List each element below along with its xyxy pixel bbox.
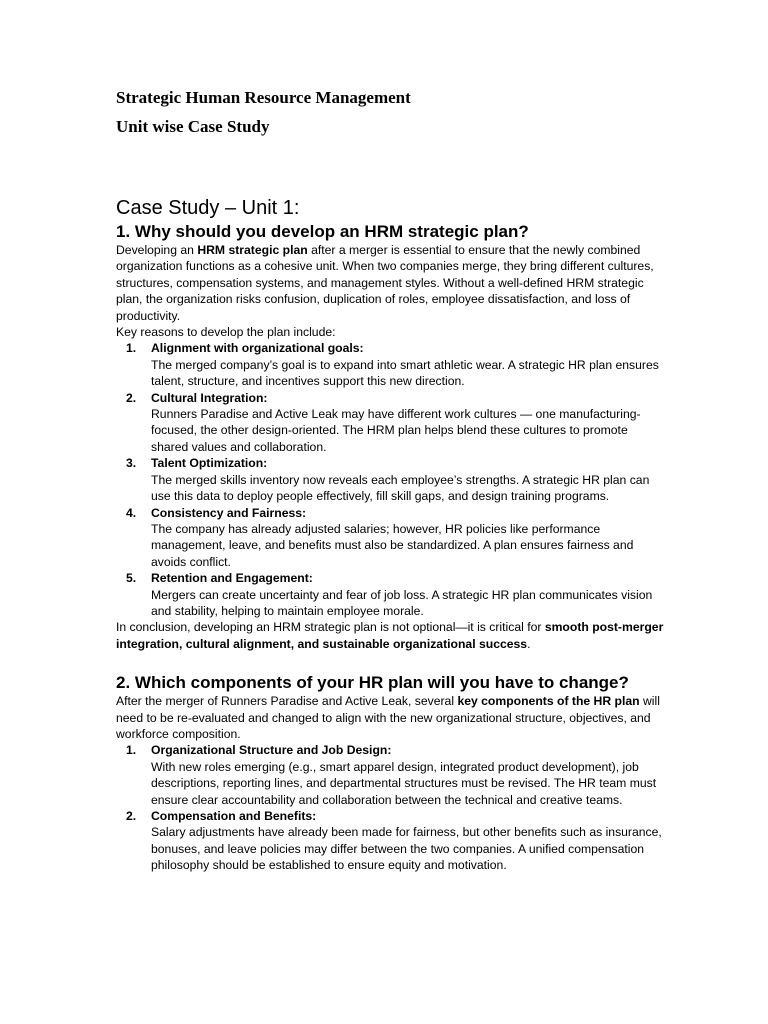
conclusion-text: In conclusion, developing an HRM strategic plan is not optional—it is critical for bbox=[116, 620, 545, 635]
document-subtitle: Unit wise Case Study bbox=[116, 117, 270, 136]
list-item bbox=[116, 390, 664, 456]
list-item-title: Talent Optimization: bbox=[151, 456, 268, 471]
list-item-number: 3. bbox=[126, 456, 137, 471]
question-1-intro-paragraph bbox=[116, 242, 664, 324]
list-item-number: 2. bbox=[126, 390, 137, 405]
list-item-body: Salary adjustments have already been made for fairness, but other benefits such as insurance, bonuses, and leave policies may differ between the two companies. A unified compensation philosophy should be established to ensure equity and motivation. bbox=[151, 825, 662, 873]
list-item bbox=[116, 505, 664, 571]
conclusion-bold-text: smooth post-merger integration, cultural alignment, and sustainable organizational success bbox=[116, 620, 664, 651]
list-item-title: Cultural Integration: bbox=[151, 390, 268, 405]
list-item-body: Mergers can create uncertainty and fear of job loss. A strategic HR plan communicates vision and stability, helping to maintain employee morale. bbox=[151, 587, 653, 618]
list-item-title: Compensation and Benefits: bbox=[151, 809, 317, 823]
list-item bbox=[116, 570, 664, 619]
list-item-title: Organizational Structure and Job Design: bbox=[151, 743, 392, 758]
question-2-intro-paragraph bbox=[116, 693, 664, 742]
list-item-number: 4. bbox=[126, 505, 137, 520]
list-item-title: Retention and Engagement: bbox=[151, 571, 313, 586]
intro-text: After the merger of Runners Paradise and Active Leak, several bbox=[116, 694, 458, 709]
list-item bbox=[116, 808, 664, 874]
intro-bold-text: key components of the HR plan bbox=[457, 694, 640, 709]
question-1-section bbox=[116, 221, 664, 652]
question-1-heading: 1. Why should you develop an HRM strategic plan? bbox=[116, 222, 529, 241]
intro-text: Developing an bbox=[116, 243, 198, 257]
list-item-number: 1. bbox=[126, 743, 137, 758]
intro-bold-text: HRM strategic plan bbox=[197, 243, 308, 257]
hr-plan-components-list bbox=[116, 742, 664, 873]
document-body bbox=[116, 195, 664, 874]
list-item-body: The merged skills inventory now reveals each employee’s strengths. A strategic HR plan can use this data to deploy people effectively, fill skill gaps, and design training programs. bbox=[151, 472, 650, 504]
list-item-number: 2. bbox=[126, 809, 137, 823]
intro-text: after a merger is essential to ensure that the newly combined organization functions as a cohesive unit. When two companies merge, they bring different cultures, structures, compensation systems, and management styles. Without a well-defined HRM strategic plan, the organization risks confusion, duplication of roles, employee dissatisfaction, and loss of productivity. bbox=[116, 243, 654, 323]
list-item bbox=[116, 742, 664, 808]
document-title: Strategic Human Resource Management bbox=[116, 88, 411, 107]
list-item-body: With new roles emerging (e.g., smart apparel design, integrated product development), job descriptions, reporting lines, and departmental structures must be revised. The HR team must ensure clear accountability and collaboration between the technical and creative teams. bbox=[151, 759, 657, 807]
question-2-section bbox=[116, 672, 664, 873]
list-item-title: Consistency and Fairness: bbox=[151, 505, 307, 520]
intro-text: will need to be re-evaluated and changed to align with the new organizational structure, objectives, and workforce composition. bbox=[116, 694, 660, 741]
list-item bbox=[116, 340, 664, 389]
list-item-number: 5. bbox=[126, 571, 137, 586]
list-item-body: Runners Paradise and Active Leak may have different work cultures — one manufacturing-focused, the other design-oriented. The HRM plan helps blend these cultures to promote shared values and collaboration. bbox=[151, 407, 641, 454]
list-item-body: The company has already adjusted salaries; however, HR policies like performance management, leave, and benefits must also be standardized. A plan ensures fairness and avoids conflict. bbox=[151, 521, 634, 569]
key-reasons-lead: Key reasons to develop the plan include: bbox=[116, 325, 336, 340]
key-reasons-list bbox=[116, 340, 664, 619]
list-item-body: The merged company’s goal is to expand into smart athletic wear. A strategic HR plan ensures talent, structure, and incentives support this new direction. bbox=[151, 357, 659, 389]
question-1-conclusion bbox=[116, 619, 664, 652]
unit-heading: Case Study – Unit 1: bbox=[116, 197, 300, 219]
list-item-number: 1. bbox=[126, 341, 137, 356]
list-item-title: Alignment with organizational goals: bbox=[151, 341, 364, 356]
question-2-heading: 2. Which components of your HR plan will you have to change? bbox=[116, 673, 629, 693]
conclusion-text: . bbox=[527, 636, 531, 651]
list-item bbox=[116, 455, 664, 504]
